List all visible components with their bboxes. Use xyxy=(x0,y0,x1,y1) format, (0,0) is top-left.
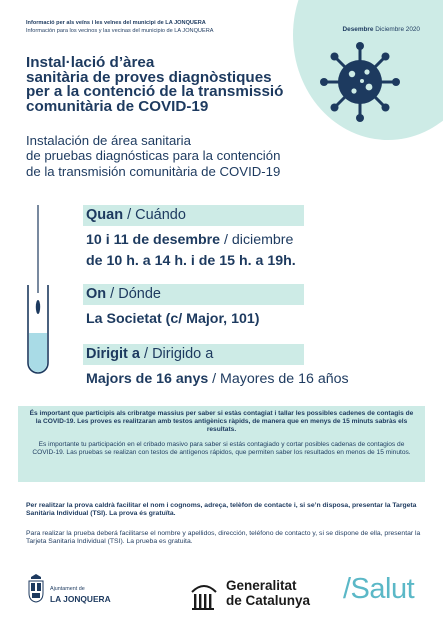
when-label-ca: Quan xyxy=(86,207,124,223)
header-date xyxy=(343,26,420,33)
generalitat-line1: Generalitat xyxy=(226,578,297,593)
header-date-month: Desembre xyxy=(342,26,374,33)
generalitat-logo xyxy=(190,578,330,614)
ajuntament-big-text: LA JONQUERA xyxy=(50,594,111,604)
title-es-line: de pruebas diagnósticas para la contención xyxy=(26,148,281,164)
ajuntament-small-text: Ajuntament de xyxy=(50,586,85,592)
virus-icon xyxy=(318,40,402,124)
title-ca-line: sanitària de proves diagnòstiques xyxy=(26,68,272,86)
when-date-es: / diciembre xyxy=(220,232,294,248)
where-label-ca: On xyxy=(86,286,107,302)
where-label-es: / Dónde xyxy=(106,286,161,302)
where-place: La Societat (c/ Major, 101) xyxy=(86,311,260,327)
when-date-ca: 10 i 11 de desembre xyxy=(86,232,221,248)
generalitat-line2: de Catalunya xyxy=(226,593,311,608)
when-date xyxy=(86,232,293,248)
title-catalan xyxy=(26,56,316,114)
test-tube-icon xyxy=(25,205,51,377)
when-label-es: / Cuándo xyxy=(123,207,186,223)
when-hours: de 10 h. a 14 h. i de 15 h. a 19h. xyxy=(86,253,296,269)
requirements-es: Para realizar la prueba deberá facilitarse el nombre y apellidos, dirección, teléfono de contacto y, si se dispone de ella, presentar la Tarjeta Sanitaria Individual (TSI). La prueba es gratuita. xyxy=(26,530,421,546)
title-es-line: de la transmisión comunitària de COVID-19 xyxy=(26,163,281,179)
target-label-es: / Dirigido a xyxy=(139,346,214,362)
ajuntament-logo xyxy=(28,573,128,613)
target-label-ca: Dirigit a xyxy=(86,346,140,362)
salut-logo-text: /Salut xyxy=(343,573,415,605)
where-label-bar xyxy=(83,284,304,305)
target-value-es: / Mayores de 16 años xyxy=(208,371,349,387)
target-value xyxy=(86,371,349,387)
town-shield-icon xyxy=(28,573,44,603)
header-line-ca: Informació per als veïns i les veïnes del municipi de LA JONQUERA xyxy=(26,20,206,26)
requirements-ca: Per realitzar la prova caldrà facilitar el nom i cognoms, adreça, telèfon de contacte i, si se’n disposa, presentar la Targeta Sanitària Individual (TSI). La prova és gratuïta. xyxy=(26,502,417,518)
title-es-line: Instalación de área sanitaria xyxy=(26,133,191,148)
notice-box xyxy=(18,406,425,482)
header-date-rest: Diciembre 2020 xyxy=(373,26,420,33)
title-ca-line: comunitària de COVID-19 xyxy=(26,97,209,115)
notice-es: Es importante tu participación en el cribado masivo para saber si estás contagiado y cortar posibles cadenas de contagios de COVID-19. Las pruebas se realizan con testos de antígenos rápidos, que permiten saber los resultados en menos de 15 minutos. xyxy=(32,440,411,456)
header-line-es: Información para los vecinos y las vecinas del municipio de LA JONQUERA xyxy=(26,28,214,34)
title-ca-line: Instal·lació d’àrea xyxy=(26,54,155,71)
when-label-bar xyxy=(83,205,304,226)
title-ca-line: per a la contenció de la transmissió xyxy=(26,83,284,101)
generalitat-mark-icon xyxy=(190,578,218,610)
target-value-ca: Majors de 16 anys xyxy=(86,371,209,387)
title-spanish xyxy=(26,133,336,179)
notice-ca: És important que participis als cribratge massius per saber si estàs contagiat i tallar les possibles cadenes de contagis de la COVID-19. Les proves es realitzaran amb testos antigènics ràpids, de manera que en menys de 15 minuts sabràs els resultats. xyxy=(29,410,414,434)
target-label-bar xyxy=(83,344,304,365)
